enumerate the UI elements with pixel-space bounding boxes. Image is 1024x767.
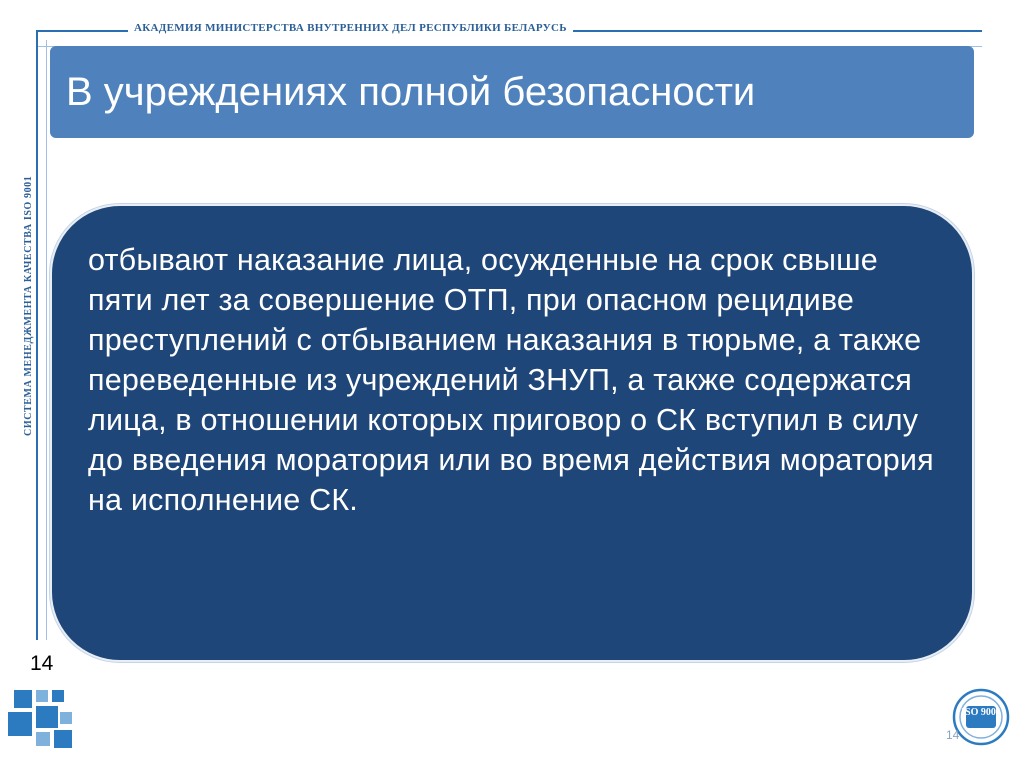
- iso-badge-label: ISO 9001: [961, 707, 1001, 718]
- frame-line-left-inner: [46, 40, 47, 640]
- iso-side-label: СИСТЕМА МЕНЕДЖМЕНТА КАЧЕСТВА ISO 9001: [23, 172, 34, 440]
- content-panel: [50, 204, 974, 662]
- page-number-small: 14: [946, 728, 960, 742]
- content-text: отбывают наказание лица, осужденные на срок свыше пяти лет за совершение ОТП, при опасном рецидиве преступлений с отбыванием наказания в тюрьме, а также переведенные из учреждений ЗНУП, а также содержатся лица, в отношении которых приговор о СК вступил в силу до введения моратория или во время действия моратория на исполнение СК.: [88, 243, 934, 517]
- page-number: 14: [30, 652, 54, 675]
- title-bar: [50, 46, 974, 138]
- frame-line-left: [36, 30, 38, 640]
- academy-header: АКАДЕМИЯ МИНИСТЕРСТВА ВНУТРЕННИХ ДЕЛ РЕСПУБЛИКИ БЕЛАРУСЬ: [128, 22, 573, 34]
- slide-title: В учреждениях полной безопасности: [66, 70, 756, 114]
